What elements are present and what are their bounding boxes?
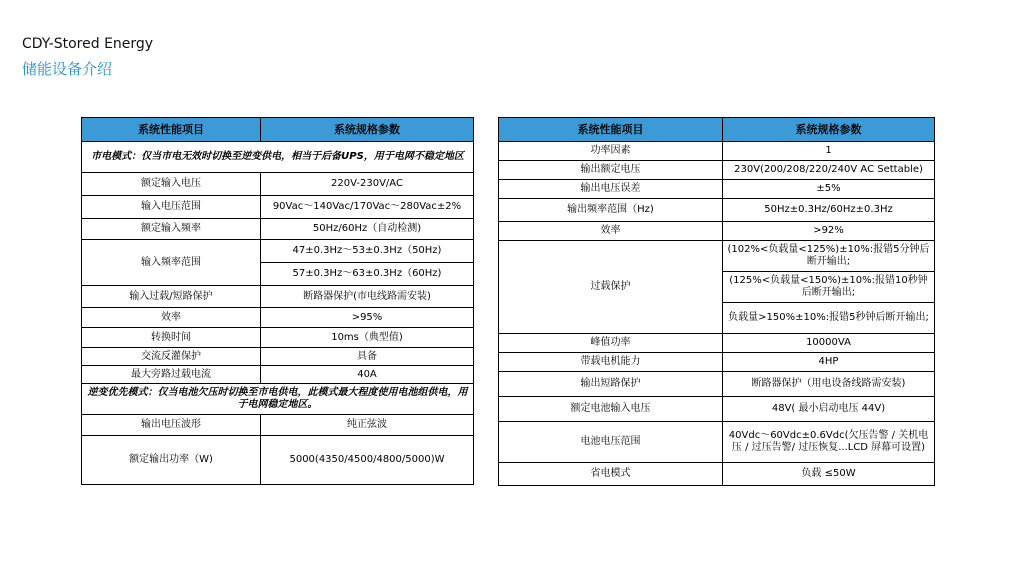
row-value: 47±0.3Hz～53±0.3Hz（50Hz)	[261, 240, 474, 263]
row-value: 10ms（典型值)	[261, 328, 474, 348]
row-label: 额定输入电压	[82, 173, 261, 196]
table-row	[499, 222, 935, 241]
table-row	[82, 240, 474, 263]
header-item: 系统性能项目	[82, 118, 261, 142]
row-value: 40Vdc～60Vdc±0.6Vdc(欠压告警 / 关机电压 / 过压告警/ 过压恢复...LCD 屏幕可设置)	[723, 422, 935, 463]
row-value: 50Hz±0.3Hz/60Hz±0.3Hz	[723, 199, 935, 222]
inverter-mode-note: 逆变优先模式：仅当电池欠压时切换至市电供电，此模式最大程度使用电池组供电，用于电网稳定地区。	[82, 384, 474, 415]
row-value: ±5%	[723, 180, 935, 199]
row-label: 输出频率范围（Hz)	[499, 199, 723, 222]
row-label: 效率	[82, 308, 261, 328]
row-value: >92%	[723, 222, 935, 241]
row-value: 负载 ≤50W	[723, 463, 935, 486]
table-row	[499, 180, 935, 199]
table-row	[82, 348, 474, 366]
row-value: 具备	[261, 348, 474, 366]
table-row	[499, 422, 935, 463]
table-row	[499, 142, 935, 161]
row-label: 省电模式	[499, 463, 723, 486]
table-header-row	[82, 118, 474, 142]
table-row	[82, 436, 474, 485]
row-label: 效率	[499, 222, 723, 241]
page-subtitle: 储能设备介绍	[22, 60, 113, 78]
spec-table-left	[81, 117, 474, 485]
row-value: 48V( 最小启动电压 44V)	[723, 397, 935, 422]
row-value: 断路器保护(市电线路需安装)	[261, 286, 474, 308]
row-label: 转换时间	[82, 328, 261, 348]
row-value: (102%<负载量<125%)±10%:报错5分钟后断开输出;	[723, 241, 935, 272]
row-label: 电池电压范围	[499, 422, 723, 463]
row-value: 1	[723, 142, 935, 161]
table-row	[82, 173, 474, 196]
row-label: 输出电压误差	[499, 180, 723, 199]
row-label: 输出电压波形	[82, 415, 261, 436]
table-row	[499, 353, 935, 372]
row-label: 额定输入频率	[82, 219, 261, 240]
row-value: 220V-230V/AC	[261, 173, 474, 196]
row-label: 输入过载/短路保护	[82, 286, 261, 308]
table-row	[82, 366, 474, 384]
table-row	[499, 334, 935, 353]
table-row	[499, 397, 935, 422]
table-row	[82, 415, 474, 436]
row-value: 230V(200/208/220/240V AC Settable)	[723, 161, 935, 180]
table-row	[499, 199, 935, 222]
row-label: 额定电池输入电压	[499, 397, 723, 422]
row-value: 10000VA	[723, 334, 935, 353]
row-value: 负载量>150%±10%:报错5秒钟后断开输出;	[723, 303, 935, 334]
row-value: 90Vac～140Vac/170Vac～280Vac±2%	[261, 196, 474, 219]
table-row	[82, 308, 474, 328]
header-spec: 系统规格参数	[261, 118, 474, 142]
row-label: 交流反灌保护	[82, 348, 261, 366]
row-label: 输入频率范围	[82, 240, 261, 286]
row-value: 5000(4350/4500/4800/5000)W	[261, 436, 474, 485]
header-item: 系统性能项目	[499, 118, 723, 142]
row-label: 额定输出功率（W)	[82, 436, 261, 485]
row-value: 4HP	[723, 353, 935, 372]
row-value: (125%<负载量<150%)±10%:报错10秒钟后断开输出;	[723, 272, 935, 303]
row-label: 带载电机能力	[499, 353, 723, 372]
table-row	[499, 372, 935, 397]
table-row	[82, 328, 474, 348]
row-label: 过载保护	[499, 241, 723, 334]
table-header-row	[499, 118, 935, 142]
row-label: 输出额定电压	[499, 161, 723, 180]
table-row	[82, 196, 474, 219]
header-spec: 系统规格参数	[723, 118, 935, 142]
table-row	[499, 463, 935, 486]
row-value: 40A	[261, 366, 474, 384]
brand-title: CDY-Stored Energy	[22, 36, 154, 52]
row-label: 最大旁路过载电流	[82, 366, 261, 384]
mains-mode-note: 市电模式：仅当市电无效时切换至逆变供电，相当于后备UPS，用于电网不稳定地区	[82, 142, 474, 173]
row-value: >95%	[261, 308, 474, 328]
row-value: 50Hz/60Hz（自动检测)	[261, 219, 474, 240]
row-value: 纯正弦波	[261, 415, 474, 436]
spec-table-right	[498, 117, 935, 486]
row-label: 输出短路保护	[499, 372, 723, 397]
row-value: 断路器保护（用电设备线路需安装)	[723, 372, 935, 397]
row-label: 功率因素	[499, 142, 723, 161]
row-label: 峰值功率	[499, 334, 723, 353]
table-row	[82, 219, 474, 240]
table-row	[82, 286, 474, 308]
mode-row	[82, 142, 474, 173]
row-value: 57±0.3Hz～63±0.3Hz（60Hz)	[261, 263, 474, 286]
table-row	[499, 161, 935, 180]
table-row	[499, 241, 935, 272]
mode-row	[82, 384, 474, 415]
row-label: 输入电压范围	[82, 196, 261, 219]
